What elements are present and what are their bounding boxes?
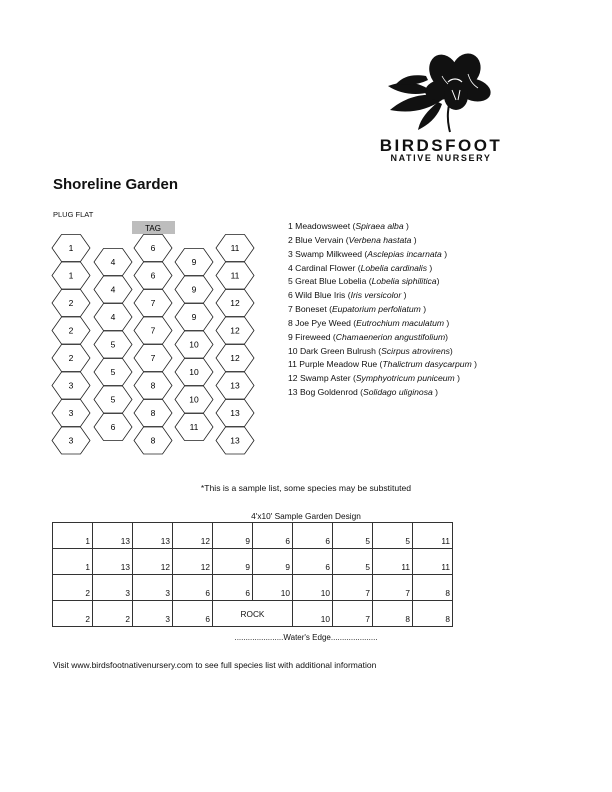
visit-website-text: Visit www.birdsfootnativenursery.com to see full species list with additional information <box>53 660 377 670</box>
species-list <box>288 220 477 400</box>
species-item: 7 Boneset (Eupatorium perfoliatum ) <box>288 304 427 315</box>
garden-cell: 6 <box>253 523 293 549</box>
garden-cell: 10 <box>293 601 333 627</box>
species-scientific-name: Eutrochium maculatum <box>356 317 445 328</box>
garden-cell: 6 <box>173 601 213 627</box>
species-scientific-name: Lobelia cardinalis <box>360 262 427 273</box>
plug-cell-number: 4 <box>110 284 116 295</box>
garden-cell: 11 <box>413 523 453 549</box>
species-scientific-name: Eupatorium perfoliatum <box>331 304 421 315</box>
garden-cell: 3 <box>93 575 133 601</box>
plug-cell-number: 6 <box>150 270 156 281</box>
garden-cell: 9 <box>213 523 253 549</box>
garden-cell: 11 <box>373 549 413 575</box>
species-scientific-name: Verbena hastata <box>348 234 412 245</box>
plug-cell-number: 4 <box>110 257 116 267</box>
garden-cell: 9 <box>253 549 293 575</box>
plug-cell-number: 5 <box>110 339 116 350</box>
violet-flower-logo <box>382 52 500 134</box>
plug-cell-number: 13 <box>230 435 240 446</box>
species-item: 1 Meadowsweet (Spiraea alba ) <box>288 221 409 231</box>
plug-cell-number: 11 <box>230 243 240 253</box>
species-item: 10 Dark Green Bulrush (Scirpus atrovirens) <box>288 345 453 356</box>
garden-cell: 5 <box>333 549 373 575</box>
garden-cell: 6 <box>173 575 213 601</box>
plug-flat-label: PLUG FLAT <box>53 210 94 219</box>
garden-cell: 12 <box>173 549 213 575</box>
plug-cell-number: 8 <box>150 435 156 446</box>
plug-cell-number: 10 <box>189 339 199 350</box>
plug-cell-number: 12 <box>230 298 240 308</box>
species-scientific-name: Symphyotricum puniceum <box>355 373 455 384</box>
plug-cell-number: 2 <box>68 298 74 308</box>
garden-cell: 1 <box>53 523 93 549</box>
garden-design-grid <box>52 522 453 627</box>
brand-subtitle: NATIVE NURSERY <box>390 153 492 163</box>
garden-cell: 2 <box>93 601 133 627</box>
plug-cell-number: 7 <box>150 325 156 336</box>
garden-cell: 13 <box>93 549 133 575</box>
garden-cell: 1 <box>53 549 93 575</box>
plug-cell-number: 6 <box>110 422 116 432</box>
garden-cell: 8 <box>413 601 453 627</box>
garden-cell: 12 <box>173 523 213 549</box>
plug-cell-number: 8 <box>150 380 156 391</box>
plug-cell-number: 13 <box>230 408 240 418</box>
plug-cell-number: 13 <box>230 380 240 391</box>
plug-cell-number: 9 <box>191 284 197 295</box>
plug-cell-number: 8 <box>150 408 156 418</box>
species-scientific-name: Lobelia siphilitica <box>371 276 437 287</box>
garden-row <box>53 601 453 627</box>
garden-cell: 3 <box>133 575 173 601</box>
plug-cell-number: 4 <box>110 312 116 322</box>
plug-cell-number: 3 <box>68 380 74 391</box>
plug-cell-number: 1 <box>68 243 74 253</box>
garden-cell: 7 <box>333 601 373 627</box>
species-item: 5 Great Blue Lobelia (Lobelia siphilitica) <box>288 276 440 287</box>
species-item: 3 Swamp Milkweed (Asclepias incarnata ) <box>288 248 448 259</box>
plug-cell-number: 7 <box>150 353 156 363</box>
garden-cell: 7 <box>333 575 373 601</box>
garden-cell: 6 <box>293 549 333 575</box>
species-item: 9 Fireweed (Chamaenerion angustifolium) <box>288 331 449 342</box>
garden-cell: 5 <box>333 523 373 549</box>
garden-row <box>53 549 453 575</box>
species-item: 11 Purple Meadow Rue (Thalictrum dasycarpum ) <box>288 359 477 370</box>
plug-cell-number: 1 <box>68 270 74 281</box>
garden-cell: 8 <box>373 601 413 627</box>
species-item: 4 Cardinal Flower (Lobelia cardinalis ) <box>288 262 433 273</box>
garden-cell: 12 <box>133 549 173 575</box>
garden-cell: 10 <box>293 575 333 601</box>
garden-design-title: 4'x10' Sample Garden Design <box>251 511 361 521</box>
plug-cell-number: 3 <box>68 408 74 418</box>
plug-cell-number: 5 <box>110 394 116 405</box>
plug-cell-number: 11 <box>189 422 199 432</box>
species-scientific-name: Scirpus atrovirens <box>381 345 450 356</box>
garden-cell: 13 <box>93 523 133 549</box>
garden-cell: 9 <box>213 549 253 575</box>
species-item: 6 Wild Blue Iris (Iris versicolor ) <box>288 290 407 301</box>
plug-cell-number: 10 <box>189 367 199 377</box>
garden-cell: 7 <box>373 575 413 601</box>
garden-cell: 11 <box>413 549 453 575</box>
plug-cell-number: 2 <box>68 325 74 336</box>
species-scientific-name: Spiraea alba <box>355 221 404 231</box>
garden-cell: 2 <box>53 601 93 627</box>
species-scientific-name: Solidago uliginosa <box>363 387 433 398</box>
plug-cell-number: 6 <box>150 243 156 253</box>
plug-cell-number: 2 <box>68 353 74 363</box>
garden-cell: 5 <box>373 523 413 549</box>
substitution-note: *This is a sample list, some species may be substituted <box>200 483 412 493</box>
plug-cell-number: 3 <box>68 435 74 446</box>
species-item: 12 Swamp Aster (Symphyotricum puniceum ) <box>288 373 460 384</box>
species-scientific-name: Asclepias incarnata <box>367 248 442 259</box>
plug-cell-number: 7 <box>150 298 156 308</box>
page-title: Shoreline Garden <box>53 176 179 193</box>
brand-name: BIRDSFOOT <box>379 136 503 155</box>
plug-flat-diagram <box>50 220 270 456</box>
garden-cell: 2 <box>53 575 93 601</box>
plug-cell-number: 5 <box>110 367 116 377</box>
species-scientific-name: Chamaenerion angustifolium <box>335 331 446 342</box>
garden-cell: 10 <box>253 575 293 601</box>
garden-row <box>53 575 453 601</box>
garden-cell: 8 <box>413 575 453 601</box>
species-scientific-name: Thalictrum dasycarpum <box>382 359 472 370</box>
plug-cell-number: 9 <box>191 312 197 322</box>
plug-cell-number: 12 <box>230 353 240 363</box>
species-item: 8 Joe Pye Weed (Eutrochium maculatum ) <box>288 317 450 328</box>
species-item: 13 Bog Goldenrod (Solidago uliginosa ) <box>288 387 439 398</box>
garden-cell: 6 <box>293 523 333 549</box>
garden-cell: 13 <box>133 523 173 549</box>
garden-cell: 6 <box>213 575 253 601</box>
garden-row <box>53 523 453 549</box>
water-edge-label: ......................Water's Edge..................... <box>234 633 378 642</box>
plug-cell-number: 11 <box>230 270 240 281</box>
plug-cell-number: 9 <box>191 257 197 267</box>
plug-cell-number: 12 <box>230 325 240 336</box>
tag-label: TAG <box>145 224 161 233</box>
garden-cell: 3 <box>133 601 173 627</box>
species-item: 2 Blue Vervain (Verbena hastata ) <box>288 234 417 245</box>
plug-cell-number: 10 <box>189 394 199 405</box>
species-scientific-name: Iris versicolor <box>350 290 402 301</box>
rock-area: ROCK <box>213 601 293 627</box>
